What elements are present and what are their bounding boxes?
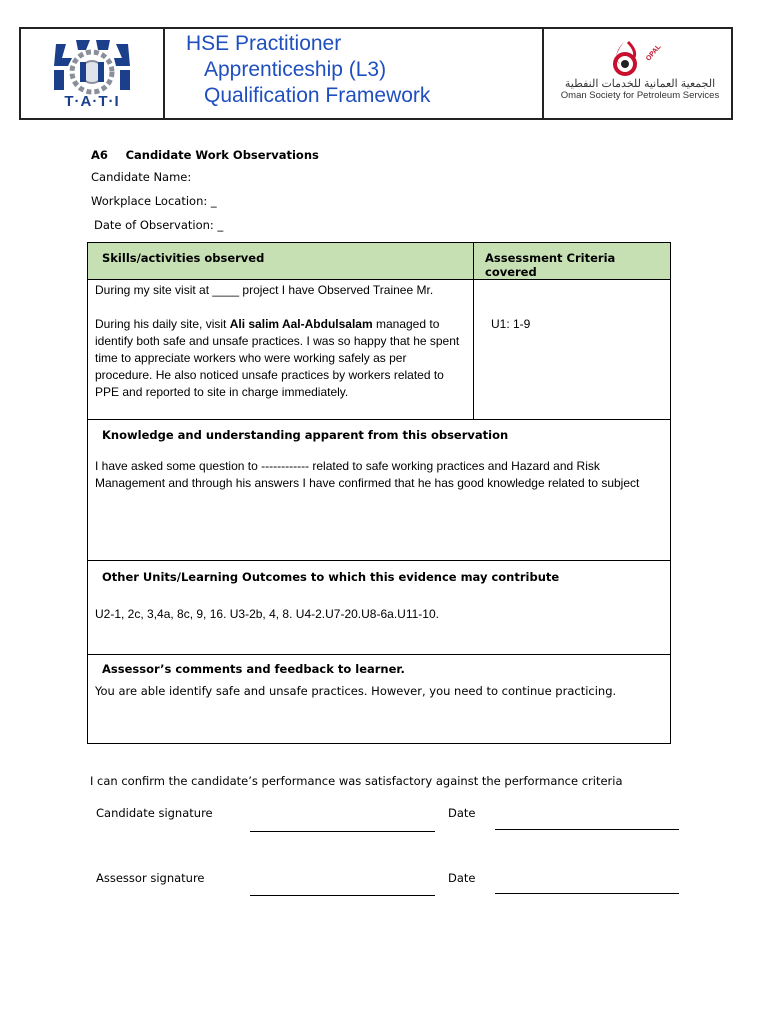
assessor-header: Assessor’s comments and feedback to learner. [102,662,405,676]
tati-logo-text: T·A·T·I [64,93,120,110]
section-title: Candidate Work Observations [125,148,319,162]
assessor-text: You are able identify safe and unsafe practices. However, you need to continue practicing. [95,684,617,698]
other-units-text: U2-1, 2c, 3,4a, 8c, 9, 16. U3-2b, 4, 8. U4-2.U7-20.U8-6a.U11-10. [95,607,439,621]
workplace-location-value: _ [210,194,217,208]
skills-text-continued: managed to identify both safe and unsafe practices. I was so happy that he spent time to appreciate workers who were working safely as per procedure. He also noticed unsafe practices by workers related to PPE and reported to site in charge immediately. [95,317,460,399]
candidate-name-label: Candidate Name: [91,170,192,184]
skills-paragraph-1: During my site visit at ____ project I have Observed Trainee Mr. [95,283,434,297]
skills-text: During his daily site, visit [95,317,230,331]
page-title [186,31,430,109]
opal-org-name [560,79,720,101]
assessor-date-label: Date [448,871,476,885]
assessor-signature-line [250,895,435,896]
section-heading [91,148,319,162]
criteria-cell [473,279,671,420]
workplace-location-label: Workplace Location: [91,194,208,208]
date-of-observation-label: Date of Observation: [94,218,214,232]
assessor-date-line [495,893,679,894]
opal-org-name-arabic: الجمعية العمانية للخدمات النفطية [564,78,716,90]
title-line-3: Qualification Framework [204,84,431,107]
knowledge-text: I have asked some question to ------------ related to safe working practices and Hazard and Risk Management and through his answers I have confirmed that he has good knowledge related to subject [95,459,640,490]
opal-logo [610,40,644,78]
opal-org-name-english: Oman Society for Petroleum Services [560,90,720,101]
skills-header: Skills/activities observed [102,251,265,265]
candidate-date-label: Date [448,806,476,820]
date-of-observation-value: _ [217,218,224,232]
trainee-name: Ali salim Aal-Abdulsalam [229,317,373,331]
candidate-signature-label: Candidate signature [96,806,213,820]
knowledge-header: Knowledge and understanding apparent from this observation [102,428,509,442]
assessor-signature-label: Assessor signature [96,871,205,885]
date-of-observation-field [94,218,223,232]
candidate-date-line [495,829,679,830]
candidate-signature-line [250,831,435,832]
opal-logo-mark: OPAL [645,43,663,63]
title-line-2: Apprenticeship (L3) [204,58,387,81]
section-code: A6 [91,148,108,162]
skills-paragraph-2 [95,316,467,401]
title-line-1: HSE Practitioner [186,32,342,55]
header-divider [163,27,165,120]
other-units-header: Other Units/Learning Outcomes to which this evidence may contribute [102,570,560,584]
criteria-header: Assessment Criteria covered [485,251,616,279]
workplace-location-field [91,194,217,208]
header-divider [542,27,544,120]
confirmation-statement: I can confirm the candidate’s performance was satisfactory against the performance criteria [90,774,623,788]
criteria-value: U1: 1-9 [491,317,531,331]
